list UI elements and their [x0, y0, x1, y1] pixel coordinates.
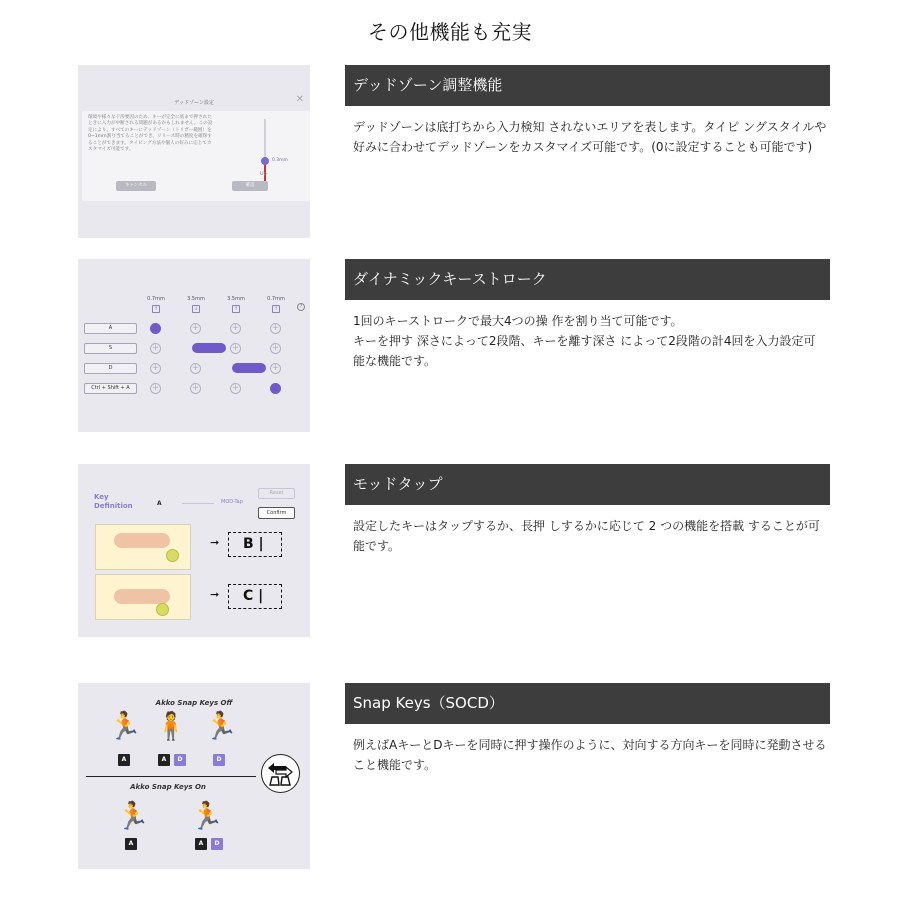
- description-line: 例えばAキーとDキーを同時に押す操作のように、対向する方向キーを同時に発動させること機能です。: [353, 738, 827, 772]
- feature-mod-tap: [78, 464, 830, 637]
- column-header: 0.7mm: [267, 296, 285, 302]
- press-depth-icon: ↑: [153, 306, 159, 312]
- release-depth-icon: ↑: [233, 306, 239, 312]
- add-action-icon: +: [271, 343, 280, 353]
- add-action-icon: +: [191, 363, 200, 373]
- action-dot: [270, 383, 281, 394]
- arrow-right-icon: ➞: [210, 536, 220, 549]
- key-a-badge: A: [158, 754, 170, 766]
- cancel-button: キャンセル: [116, 181, 156, 191]
- description-line: 設定したキーはタップするか、長押 しするかに応じて 2 つの機能を搭載 することが可能です。: [353, 519, 820, 553]
- tap-photo: [95, 524, 191, 570]
- feature-description: [353, 117, 828, 157]
- page-title: その他機能も充実: [368, 20, 532, 44]
- add-action-icon: +: [271, 323, 280, 333]
- hold-result: C: [243, 588, 254, 604]
- help-icon: ?: [297, 303, 305, 311]
- action-range-bar: [232, 363, 266, 373]
- hand-image: [114, 589, 170, 604]
- add-action-icon: +: [191, 383, 200, 393]
- tap-result: B: [243, 536, 254, 552]
- dead-zone-up-label: Up: [260, 171, 267, 177]
- tap-result-box: B |: [228, 532, 282, 557]
- snap-keys-off-title: Akko Snap Keys Off: [155, 699, 233, 707]
- column-header: 3.5mm: [187, 296, 205, 302]
- key-ctrl-shift-a: Ctrl + Shift + A: [84, 383, 137, 394]
- feature-description: [353, 735, 828, 775]
- key-d-badge: D: [213, 754, 225, 766]
- snap-keys-screenshot: [78, 683, 310, 869]
- dialog-text: 環境や様々な干渉要因のため、キーが完全に底まで押されたときに入力が中断される問題があるかもしれません。この設定により、すべてのキーにデッドゾーン（トリガー範囲）を0~1mm割り当てることができ、リリース時の精度を確保することができます。タイピング方法や個人の好みに応じてカスタマイズ可能です。: [88, 115, 213, 153]
- feature-dead-zone: [78, 65, 830, 238]
- add-action-icon: +: [231, 323, 240, 333]
- description-line: 1回のキーストロークで最大4つの操 作を割り当て可能です。: [353, 314, 683, 328]
- reset-button: Reset: [258, 488, 295, 499]
- selected-key: A: [157, 500, 162, 507]
- tap-ball: [166, 549, 179, 562]
- arrow-line: [182, 503, 214, 504]
- divider: [86, 776, 256, 777]
- direction-swap-icon: [261, 754, 300, 793]
- key-a-badge: A: [195, 838, 207, 850]
- dead-zone-value: 0.3mm: [272, 158, 288, 163]
- feature-snap-keys: [78, 683, 830, 869]
- feature-description: [353, 311, 828, 371]
- add-action-icon: +: [151, 363, 160, 373]
- hold-ball: [156, 603, 169, 616]
- key-d-badge: D: [211, 838, 223, 850]
- add-action-icon: +: [231, 343, 240, 353]
- close-icon: ✕: [295, 94, 304, 105]
- release-depth-icon: ↑: [273, 306, 279, 312]
- key-s: S: [84, 343, 137, 354]
- description-line: デッドゾーンは底打ちから入力検知 されないエリアを表します。タイピ ングスタイルや好みに合わせてデッドゾーンをカスタマイズ可能です。(0に設定することも可能です): [353, 120, 827, 154]
- runner-left-icon: 🏃: [108, 711, 142, 742]
- key-a-badge: A: [118, 754, 130, 766]
- press-depth-icon: ↓: [193, 306, 199, 312]
- hold-result-box: C |: [228, 584, 282, 609]
- dialog-footer: [78, 201, 310, 238]
- action-range-bar: [192, 343, 226, 353]
- snap-keys-on-title: Akko Snap Keys On: [130, 783, 206, 791]
- runner-right-icon: 🏃: [190, 801, 224, 832]
- feature-heading: デッドゾーン調整機能: [345, 65, 830, 106]
- swap-arrows-icon: [262, 755, 298, 791]
- hold-photo: [95, 574, 191, 620]
- hand-image: [114, 533, 170, 548]
- dynamic-keystroke-screenshot: [78, 259, 310, 432]
- feature-dynamic-keystroke: [78, 259, 830, 432]
- add-action-icon: +: [151, 343, 160, 353]
- add-action-icon: +: [191, 323, 200, 333]
- action-dot: [150, 323, 161, 334]
- feature-heading: Snap Keys（SOCD）: [345, 683, 830, 724]
- mod-tap-screenshot: [78, 464, 310, 637]
- confirm-button: Confirm: [258, 507, 295, 519]
- description-line: キーを押す 深さによって2段階、キーを離す深さ によって2段階の計4回を入力設定可 能な機能です。: [353, 334, 816, 368]
- dialog-body: [82, 111, 310, 201]
- column-header: 0.7mm: [147, 296, 165, 302]
- feature-heading: ダイナミックキーストローク: [345, 259, 830, 300]
- column-header: 3.5mm: [227, 296, 245, 302]
- feature-description: [353, 516, 828, 556]
- runner-right-icon: 🏃: [204, 711, 238, 742]
- feature-heading: モッドタップ: [345, 464, 830, 505]
- standing-figure-icon: 🧍: [154, 711, 188, 742]
- add-action-icon: +: [231, 383, 240, 393]
- arrow-right-icon: ➞: [210, 588, 220, 601]
- key-d-badge: D: [174, 754, 186, 766]
- key-definition-label: Key Definition: [94, 493, 133, 510]
- add-action-icon: +: [271, 363, 280, 373]
- confirm-button: 確認: [232, 181, 268, 191]
- add-action-icon: +: [151, 383, 160, 393]
- mod-tap-label: MOD-Tap: [221, 499, 243, 505]
- runner-left-icon: 🏃: [116, 801, 150, 832]
- dead-zone-slider-knob: [261, 157, 269, 165]
- dead-zone-screenshot: [78, 65, 310, 238]
- dialog-title: デッドゾーン設定: [174, 100, 214, 106]
- key-a-badge: A: [125, 838, 137, 850]
- key-d: D: [84, 363, 137, 374]
- key-a: A: [84, 323, 137, 334]
